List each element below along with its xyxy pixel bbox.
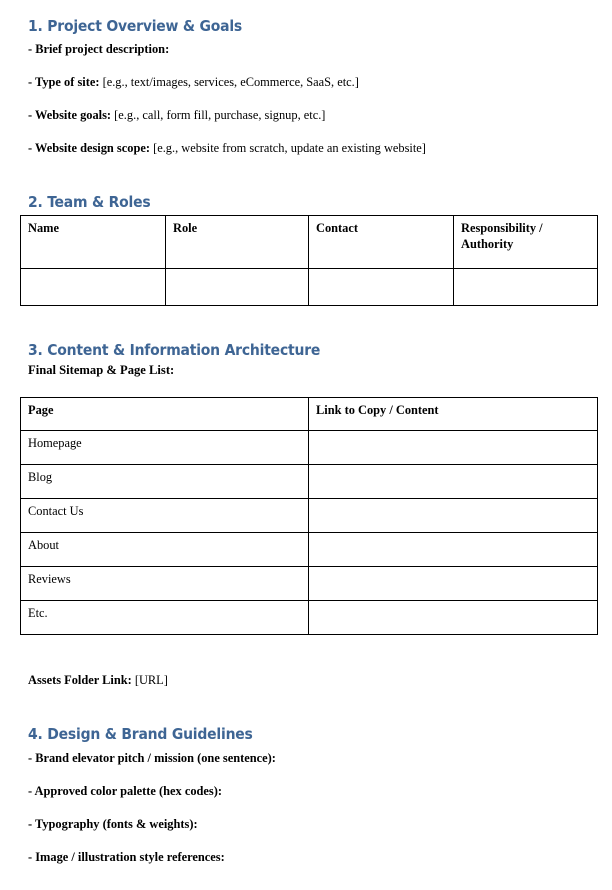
- cell-page[interactable]: Contact Us: [21, 499, 309, 533]
- cell-responsibility[interactable]: [454, 269, 598, 306]
- table-row[interactable]: [21, 431, 598, 465]
- field-label: - Website design scope:: [28, 141, 150, 155]
- cell-page[interactable]: About: [21, 533, 309, 567]
- table-row[interactable]: [21, 269, 598, 306]
- field-brand-elevator-pitch: [28, 750, 276, 766]
- field-value: [URL]: [134, 673, 168, 687]
- sitemap-page-list-table: [20, 397, 598, 635]
- field-label: Assets Folder Link:: [28, 673, 132, 687]
- field-label: - Brand elevator pitch / mission (one sentence):: [28, 751, 276, 765]
- section-heading-design-brand-guidelines: 4. Design & Brand Guidelines: [28, 725, 253, 743]
- field-label: - Approved color palette (hex codes):: [28, 784, 222, 798]
- field-brief-project-description: [28, 41, 169, 57]
- cell-link[interactable]: [309, 533, 598, 567]
- cell-page[interactable]: Homepage: [21, 431, 309, 465]
- subheading-final-sitemap: Final Sitemap & Page List:: [28, 363, 175, 377]
- table-row[interactable]: [21, 533, 598, 567]
- cell-name[interactable]: [21, 269, 166, 306]
- field-type-of-site: [28, 74, 359, 90]
- cell-link[interactable]: [309, 499, 598, 533]
- section-heading-team-roles: 2. Team & Roles: [28, 193, 151, 211]
- field-label: - Typography (fonts & weights):: [28, 817, 198, 831]
- cell-link[interactable]: [309, 601, 598, 635]
- column-header-contact: Contact: [309, 216, 454, 269]
- table-header-row: [21, 398, 598, 431]
- section-heading-content-information-architecture: 3. Content & Information Architecture: [28, 341, 321, 359]
- table-row[interactable]: [21, 465, 598, 499]
- column-header-responsibility-authority: Responsibility / Authority: [454, 216, 598, 269]
- table-header-row: [21, 216, 598, 269]
- field-value: [e.g., website from scratch, update an existing website]: [153, 141, 426, 155]
- cell-page[interactable]: Blog: [21, 465, 309, 499]
- column-header-name: Name: [21, 216, 166, 269]
- table-row[interactable]: [21, 601, 598, 635]
- cell-link[interactable]: [309, 431, 598, 465]
- cell-link[interactable]: [309, 465, 598, 499]
- field-value: [e.g., call, form fill, purchase, signup, etc.]: [114, 108, 326, 122]
- field-assets-folder-link: [28, 672, 168, 688]
- field-label: - Website goals:: [28, 108, 112, 122]
- team-roles-table: [20, 215, 598, 306]
- field-image-illustration-style: [28, 849, 225, 865]
- cell-page[interactable]: Etc.: [21, 601, 309, 635]
- column-header-role: Role: [166, 216, 309, 269]
- field-website-goals: [28, 107, 325, 123]
- field-value: [e.g., text/images, services, eCommerce, SaaS, etc.]: [102, 75, 359, 89]
- section-heading-project-overview: 1. Project Overview & Goals: [28, 17, 243, 35]
- column-header-page: Page: [21, 398, 309, 431]
- field-website-design-scope: [28, 140, 426, 156]
- cell-contact[interactable]: [309, 269, 454, 306]
- cell-link[interactable]: [309, 567, 598, 601]
- field-approved-color-palette: [28, 783, 222, 799]
- cell-role[interactable]: [166, 269, 309, 306]
- field-label: - Type of site:: [28, 75, 100, 89]
- table-row[interactable]: [21, 567, 598, 601]
- field-label: - Image / illustration style references:: [28, 850, 225, 864]
- table-row[interactable]: [21, 499, 598, 533]
- column-header-link-to-copy-content: Link to Copy / Content: [309, 398, 598, 431]
- cell-page[interactable]: Reviews: [21, 567, 309, 601]
- field-typography: [28, 816, 198, 832]
- field-label: - Brief project description:: [28, 42, 170, 56]
